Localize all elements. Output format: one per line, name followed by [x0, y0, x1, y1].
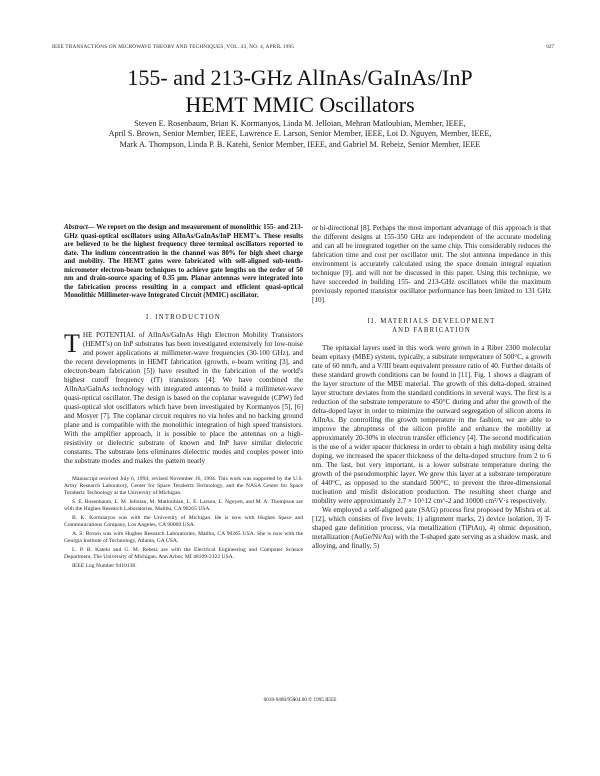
abstract-label: Abstract—: [64, 224, 95, 231]
author-line: April S. Brown, Senior Member, IEEE, Lawrence E. Larson, Senior Member, IEEE, Loi D. Nguyen, Member, IEEE,: [108, 129, 492, 139]
materials-paragraph: The epitaxial layers used in this work were grown in a Riber 2300 molecular beam epitaxy (MBE) system, typically, a substrate temperature of 500°C, a growth rate of 60 nm/h, and a V/III beam equivalent pressure ratio of 40. Further details of these standard growth conditions can be found in [11]. Fig. 1 shows a diagram of the layer structure of the MBE material. The growth of this delta-doped, strained layer structure deviates from the standard conditions in several ways. The first is a reduction of the substrate temperature to 450°C during and after the growth of the delta-doped layer in order to minimize the outward segregation of silicon atoms in AlInAs. By controlling the growth temperature in the fashion, we are able to improve the abruptness of the silicon profile and enhance the mobility at approximately 20-30% in electron transfer efficiency [4]. The second modification is the use of a wider spacer thickness in order to obtain a high mobility using delta doping, we increased the spacer thickness of the delta-doped structure from 2 to 6 nm. The last, but very important, is a lower substrate temperature during the growth of the pseudomorphic layer. We grew this layer at a substrate temperature of 440°C, as opposed to the standard 500°C, to prevent the three-dimensional nucleation and misfit dislocation production. The resulting sheet charge and mobility were approximately 2.7 × 10^12 cm^-2 and 10000 cm²/V·s respectively.: [312, 344, 551, 505]
abstract-text: We report on the design and measurement of monolithic 155- and 213-GHz quasi-optical oscillators using AlInAs/GaInAs/InP HEMT's. These results are believed to be the highest frequency three terminal oscillators reported to date. The indium concentration in the channel was 80% for high sheet charge and mobility. The HEMT gates were fabricated with self-aligned sub-tenth-micrometer electron-beam techniques to achieve gate lengths on the order of 50 nm and drain-source spacing of 0.35 μm. Planar antennas were integrated into the fabrication process resulting in a compact and efficient quasi-optical Monolithic Millimeter-wave Integrated Circuit (MMIC) oscillator.: [64, 224, 303, 299]
copyright-line: 0018-9480/95$04.00 © 1995 IEEE: [263, 697, 337, 703]
footnote: L. P. B. Katehi and G. M. Rebeiz are with the Electrical Engineering and Computer Science Department, The University of Michigan, Ann Arbor, MI 48109-2122 USA.: [64, 546, 303, 560]
left-column: [64, 224, 303, 572]
section-heading-line: AND FABRICATION: [392, 327, 471, 334]
drop-cap: T: [64, 328, 80, 358]
title-line: 155- and 213-GHz AlInAs/GaInAs/InP: [127, 65, 473, 90]
running-head: IEEE TRANSACTIONS ON MICROWAVE THEORY AND TECHNIQUES, VOL. 43, NO. 4, APRIL 1995: [52, 44, 295, 50]
abstract: [64, 224, 303, 301]
title-line: HEMT MMIC Oscillators: [185, 92, 415, 117]
section-heading: I. INTRODUCTION: [145, 313, 221, 321]
author-list: [50, 119, 550, 150]
right-column: [312, 224, 551, 551]
page-number: 927: [546, 44, 554, 50]
section-heading-line: II. MATERIALS DEVELOPMENT: [367, 318, 496, 325]
footnote: Manuscript received July 6, 1994; revised November 16, 1994. This work was supported by the U.S. Army Research Laboratory, Center for Space Terahertz Technology, and the NASA Center for Space Terahertz Technology at the University of Michigan.: [64, 475, 303, 496]
footnote: S. E. Rosenbaum, L. M. Jelloian, M. Matloubian, L. E. Larson, L. Nguyen, and M. A. Thompson are with the Hughes Research Laboratories, Malibu, CA 90265 USA.: [64, 498, 303, 512]
materials-paragraph: We employed a self-aligned gate (SAG) process first proposed by Mishra et al. [12], which consists of five levels: 1) alignment marks, 2) device isolation, 3) T-shaped gate definition process, via metallization (TiPtAu), 4) ohmic deposition, metallization (AuGe/Ni/Au) with the T-shaped gate serving as a shadow mask, and alloying, and finally, 5): [312, 506, 551, 550]
footnotes: [64, 476, 303, 570]
author-line: Mark A. Thompson, Linda P. B. Katehi, Senior Member, IEEE, and Gabriel M. Rebeiz, Senior Member, IEEE: [119, 139, 481, 149]
introduction-text: [64, 328, 303, 466]
footnote: A. S. Brown was with Hughes Research Laboratories, Malibu, CA 90265 USA. She is now with the Georgia Institute of Technology, Atlanta, GA USA.: [64, 530, 303, 544]
introduction-continued: or bi-directional [8]. Perhaps the most important advantage of this approach is that the different designs at 155-350 GHz are independent of the accurate modeling and can all be integrated together on the same chip. This considerably reduces the fabrication time and cost per oscillator unit. The slot antenna impedance in this environment is accurately calculated using the space domain integral equation technique [9], and will not be discussed in this paper. Using this technique, we have succeeded in building 155- and 213-GHz oscillators while the maximum previously reported transistor oscillator performance has been limited to 131 GHz [10].: [312, 224, 551, 304]
paper-title: [40, 64, 560, 118]
footnote: IEEE Log Number 9410138.: [72, 562, 137, 569]
author-line: Steven E. Rosenbaum, Brian K. Kormanyos, Linda M. Jelloian, Mehran Matloubian, Member, IEEE,: [134, 119, 466, 128]
section-heading: [312, 317, 551, 335]
introduction-body: HE POTENTIAL of AlInAs/GaInAs High Electron Mobility Transistors (HEMT's) on InP substrates has been investigated extensively for low-noise and power applications at millimeter-wave frequencies (30-100 GHz), and the recent developments in HEMT fabrication (growth, e-beam writing [3], and electron-beam fabrication [5]) have resulted in the fabrication of the world's highest cutoff frequency (fT) transistors [4]. We have combined the AlInAs/GaInAs technology with integrated antennas to build a millimeter-wave quasi-optical oscillator. The design is based on the coplanar waveguide (CPW) fed quasi-optical slot oscillators which have been investigated by Kormanyos [5], [6] and Mosyer [7]. The coplanar circuit requires no via holes and no backing ground plane and is compatible with the monolithic integration of high speed transistors. With the amplifier approach, it is possible to place the antennas on a high-resistivity or dielectric substrate of known and InP have similar dielectric constants. The substrate lens eliminates dielectric modes and couples power into the substrate modes and makes the pattern nearly: [64, 330, 303, 465]
footnote: B. K. Kormanyos was with the University of Michigan. He is now with Hughes Space and Communications Company, Los Angeles, CA 90009 USA.: [64, 514, 303, 528]
